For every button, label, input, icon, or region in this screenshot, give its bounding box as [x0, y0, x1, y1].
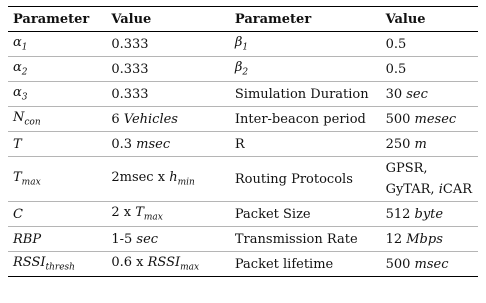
- parameter-cell: [8, 107, 106, 132]
- parameter-cell: [230, 57, 381, 82]
- value-cell: [381, 132, 478, 157]
- header-parameter-1: Parameter: [8, 7, 106, 32]
- parameter-cell: [230, 132, 381, 157]
- text-segment: β: [234, 60, 243, 76]
- parameter-cell: [230, 32, 381, 57]
- subscript: max: [180, 262, 200, 273]
- text-segment: 0.6 x: [111, 255, 148, 271]
- text-segment: C: [13, 206, 23, 222]
- text-segment: Routing Protocols: [234, 171, 353, 187]
- table-row: [8, 252, 478, 277]
- value-cell: [106, 252, 230, 277]
- parameter-cell: [230, 202, 381, 227]
- parameter-cell: [8, 132, 106, 157]
- text-segment: 6: [111, 111, 124, 127]
- text-segment: 2 x: [111, 205, 136, 221]
- table-row: [8, 132, 478, 157]
- parameter-cell: [8, 32, 106, 57]
- text-segment: msec: [136, 136, 171, 152]
- text-segment: 30: [385, 86, 407, 102]
- parameter-cell: [8, 227, 106, 252]
- text-segment: Mbps: [406, 231, 443, 247]
- table-row: [8, 107, 478, 132]
- subscript: 1: [242, 42, 249, 53]
- subscript: 3: [21, 92, 28, 103]
- parameter-cell: [8, 157, 106, 202]
- parameter-cell: [230, 252, 381, 277]
- text-segment: msec: [414, 256, 449, 272]
- value-cell: [106, 32, 230, 57]
- value-cell: [381, 32, 478, 57]
- protocol-list: [386, 158, 472, 200]
- value-cell: [381, 107, 478, 132]
- text-segment: N: [13, 110, 25, 126]
- value-cell: [106, 57, 230, 82]
- parameter-cell: [8, 82, 106, 107]
- text-segment: T: [13, 136, 22, 152]
- parameter-cell: [230, 107, 381, 132]
- text-segment: GyTAR,: [385, 182, 439, 197]
- text-segment: 500: [385, 111, 415, 127]
- text-segment: 500: [385, 256, 415, 272]
- text-segment: GPSR,: [385, 161, 428, 176]
- text-segment: Inter-beacon period: [234, 111, 366, 127]
- header-value-1: Value: [106, 7, 230, 32]
- table-row: [8, 202, 478, 227]
- value-cell: [106, 132, 230, 157]
- text-segment: 512: [385, 206, 415, 222]
- header-value-2: Value: [381, 7, 478, 32]
- text-segment: 0.333: [111, 61, 149, 77]
- subscript: 2: [242, 67, 249, 78]
- header-parameter-2: Parameter: [230, 7, 381, 32]
- text-segment: RSSI: [147, 255, 181, 271]
- subscript: 1: [21, 42, 28, 53]
- parameter-cell: [230, 227, 381, 252]
- value-cell: [381, 157, 478, 202]
- text-segment: 1-5: [111, 231, 137, 247]
- text-segment: byte: [414, 206, 444, 222]
- value-cell: [381, 82, 478, 107]
- text-segment: T: [13, 170, 22, 186]
- text-segment: 250: [385, 136, 415, 152]
- text-segment: CAR: [442, 182, 472, 197]
- text-segment: β: [234, 35, 243, 51]
- text-segment: 0.333: [111, 86, 149, 102]
- parameters-table: [8, 6, 478, 277]
- value-cell: [381, 202, 478, 227]
- text-segment: RBP: [13, 231, 42, 247]
- value-cell: [106, 107, 230, 132]
- text-segment: 12: [385, 231, 407, 247]
- table-row: [8, 57, 478, 82]
- text-segment: h: [169, 170, 178, 186]
- text-segment: mesec: [414, 111, 457, 127]
- parameter-cell: [8, 57, 106, 82]
- text-segment: R: [234, 136, 245, 152]
- subscript: 2: [21, 67, 28, 78]
- text-segment: 0.333: [111, 36, 149, 52]
- subscript: con: [24, 117, 41, 128]
- subscript: min: [177, 177, 195, 188]
- parameter-cell: [8, 252, 106, 277]
- value-cell: [381, 252, 478, 277]
- header-row: [8, 7, 478, 32]
- text-segment: m: [414, 136, 427, 152]
- parameter-cell: [8, 202, 106, 227]
- value-cell: [381, 57, 478, 82]
- text-segment: sec: [406, 86, 428, 102]
- text-segment: Transmission Rate: [234, 231, 358, 247]
- text-segment: α: [13, 85, 22, 101]
- table-row: [8, 82, 478, 107]
- text-segment: RSSI: [13, 255, 46, 271]
- table-row: [8, 32, 478, 57]
- table-row: [8, 227, 478, 252]
- value-cell: [106, 157, 230, 202]
- value-cell: [106, 227, 230, 252]
- text-segment: α: [13, 35, 22, 51]
- text-segment: sec: [136, 231, 159, 247]
- text-segment: T: [135, 205, 144, 221]
- text-segment: 0.5: [385, 36, 407, 52]
- value-cell: [106, 202, 230, 227]
- subscript: thresh: [45, 262, 75, 273]
- text-segment: Vehicles: [123, 111, 178, 127]
- text-segment: 0.5: [385, 61, 407, 77]
- text-segment: i: [438, 182, 443, 197]
- value-cell: [106, 82, 230, 107]
- text-segment: 0.3: [111, 136, 137, 152]
- text-segment: Packet lifetime: [234, 256, 334, 272]
- parameter-cell: [230, 157, 381, 202]
- text-segment: 2msec x: [111, 170, 170, 186]
- subscript: max: [21, 177, 41, 188]
- text-segment: Packet Size: [234, 206, 311, 222]
- parameter-cell: [230, 82, 381, 107]
- table-row: [8, 157, 478, 202]
- text-segment: α: [13, 60, 22, 76]
- text-segment: Simulation Duration: [234, 86, 369, 102]
- subscript: max: [143, 212, 163, 223]
- value-cell: [381, 227, 478, 252]
